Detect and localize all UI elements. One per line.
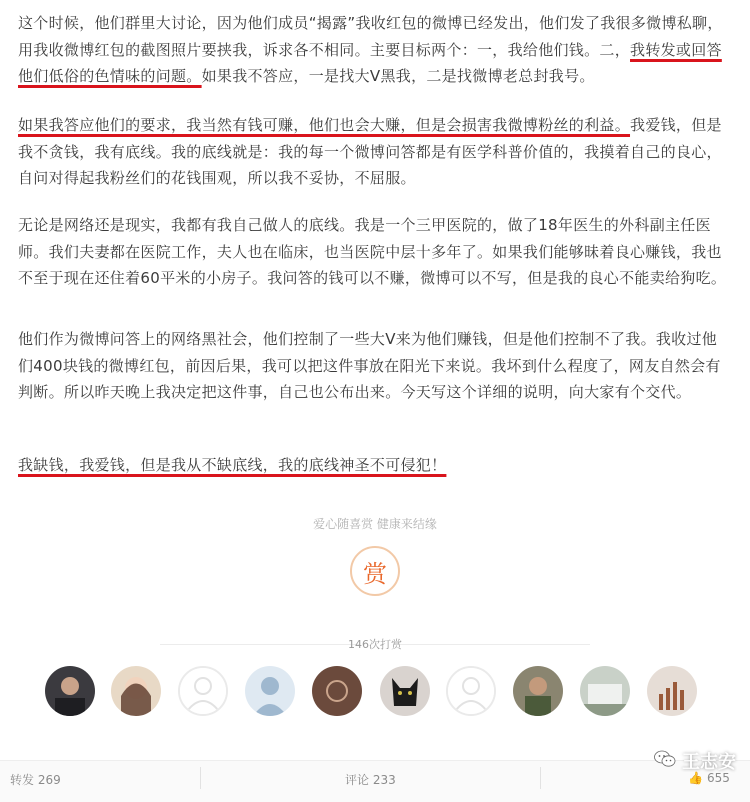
avatar-9-image bbox=[580, 666, 630, 716]
watermark bbox=[654, 748, 736, 774]
avatar-2-image bbox=[111, 666, 161, 716]
paragraph-1 bbox=[18, 10, 730, 90]
avatar-3-image bbox=[180, 668, 226, 714]
paragraph-5 bbox=[18, 452, 730, 479]
avatar-7-image bbox=[448, 668, 494, 714]
comment-button[interactable]: 评论 233 bbox=[345, 773, 396, 787]
reward-section bbox=[0, 515, 750, 596]
avatar-5[interactable] bbox=[312, 666, 362, 716]
avatar-3[interactable] bbox=[178, 666, 228, 716]
reward-count-row bbox=[0, 636, 750, 652]
action-bar bbox=[0, 760, 750, 802]
thumbs-up-icon: 👍 bbox=[688, 771, 703, 785]
avatar-4-image bbox=[245, 666, 295, 716]
avatar-4[interactable] bbox=[245, 666, 295, 716]
paragraph-4: 他们作为微博问答上的网络黑社会，他们控制了一些大V来为他们赚钱，但是他们控制不了我。我收过他们400块钱的微博红包，前因后果，我可以把这件事放在阳光下来说。我坏到什么程度了，网友自然会有判断。所以昨天晚上我决定把这件事，自己也公布出来。今天写这个详细的说明，向大家有个交代。 bbox=[18, 330, 721, 401]
avatar-5-image bbox=[312, 666, 362, 716]
avatar-7[interactable] bbox=[446, 666, 496, 716]
repost-button[interactable]: 转发 269 bbox=[10, 773, 61, 787]
paragraph-1-highlight: 我转发或回答他们低俗的色情味的问题。 bbox=[18, 40, 722, 85]
paragraph-3: 无论是网络还是现实，我都有我自己做人的底线。我是一个三甲医院的，做了18年医生的外科副主任医师。我们夫妻都在医院工作，夫人也在临床，也当医院中层十多年了。如果我们能够昧着良心赚钱，我也不至于现在还住着60平米的小房子。我问答的钱可以不赚，微博可以不写，但是我的良心不能卖给狗吃。 bbox=[18, 216, 727, 287]
avatar-1-image bbox=[45, 666, 95, 716]
avatar-8[interactable] bbox=[513, 666, 563, 716]
reward-tip: 爱心随喜赏 健康来结缘 bbox=[313, 517, 437, 531]
paragraph-1-text-b: 如果我不答应，一是找大V黑我，二是找微博老总封我号。 bbox=[201, 67, 595, 85]
paragraph-5-highlight: 我缺钱，我爱钱，但是我从不缺底线，我的底线神圣不可侵犯！ bbox=[18, 456, 447, 474]
reward-avatars bbox=[0, 666, 750, 718]
reward-button[interactable]: 赏 bbox=[350, 546, 400, 596]
paragraph-2 bbox=[18, 112, 730, 192]
like-count: 655 bbox=[706, 771, 730, 785]
paragraph-2-highlight: 如果我答应他们的要求，我当然有钱可赚，他们也会大赚，但是会损害我微博粉丝的利益。 bbox=[18, 116, 631, 134]
avatar-9[interactable] bbox=[580, 666, 630, 716]
wechat-icon bbox=[654, 750, 676, 773]
paragraph-2-text: 我爱钱，但是我不贪钱，我有底线。我的底线就是：我的每一个微博问答都是有医学科普价值的，我摸着自己的良心，自问对得起我粉丝们的花钱围观，所以我不妥协，不屈服。 bbox=[18, 116, 722, 187]
watermark-text: 王志安 bbox=[682, 752, 736, 773]
action-divider-1 bbox=[200, 767, 201, 789]
avatar-6[interactable] bbox=[380, 666, 430, 716]
avatar-10[interactable] bbox=[647, 666, 697, 716]
avatar-1[interactable] bbox=[45, 666, 95, 716]
paragraph-1-text-a: 这个时候，他们群里大讨论，因为他们成员“揭露”我收红包的微博已经发出，他们发了我很多微博私聊，用我收微博红包的截图照片要挟我，诉求各不相同。主要目标两个：一，我给他们钱。二， bbox=[18, 14, 723, 59]
avatar-2[interactable] bbox=[111, 666, 161, 716]
reward-count: 146次打赏 bbox=[348, 638, 402, 651]
avatar-6-image bbox=[380, 666, 430, 716]
action-divider-2 bbox=[540, 767, 541, 789]
avatar-10-image bbox=[647, 666, 697, 716]
avatar-8-image bbox=[513, 666, 563, 716]
